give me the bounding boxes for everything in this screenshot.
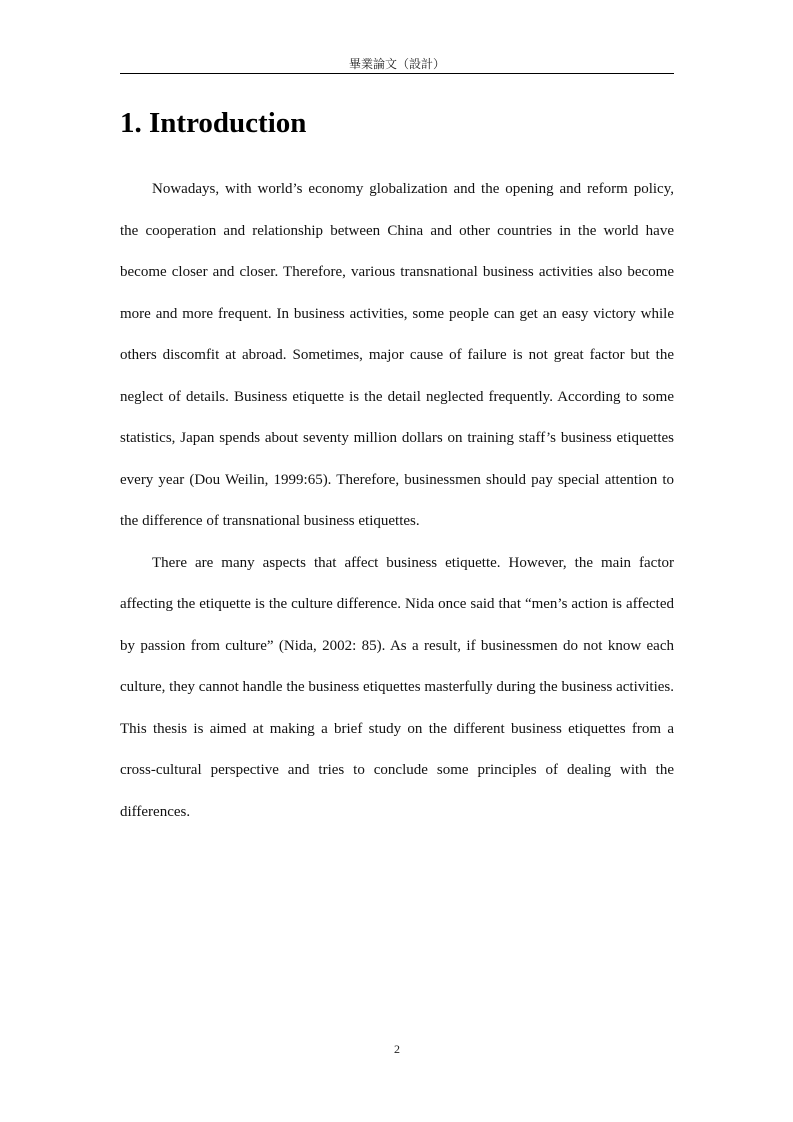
body-text — [120, 169, 674, 833]
page-number: 2 — [394, 1042, 400, 1056]
paragraph-2: There are many aspects that affect business etiquette. However, the main factor affecting the etiquette is the culture difference. Nida once said that “men’s action is affected by passion from culture” (Nida, 2002: 85). As a result, if businessmen do not know each culture, they cannot handle the business etiquettes masterfully during the business activities. This thesis is aimed at making a brief study on the different business etiquettes from a cross-cultural perspective and tries to conclude some principles of dealing with the differences. — [120, 554, 674, 820]
section-heading: 1. Introduction — [120, 107, 307, 139]
running-header: 畢業論文（設計） — [348, 57, 445, 71]
header-divider — [120, 73, 674, 74]
paragraph-1: Nowadays, with world’s economy globalization and the opening and reform policy, the cooperation and relationship between China and other countries in the world have become closer and closer. Therefore, various transnational business activities also become more and more frequent. In business activities, some people can get an easy victory while others discomfit at abroad. Sometimes, major cause of failure is not great factor but the neglect of details. Business etiquette is the detail neglected frequently. According to some statistics, Japan spends about seventy million dollars on training staff’s business etiquettes every year (Dou Weilin, 1999:65). Therefore, businessmen should pay special attention to the difference of transnational business etiquettes. — [120, 181, 674, 529]
